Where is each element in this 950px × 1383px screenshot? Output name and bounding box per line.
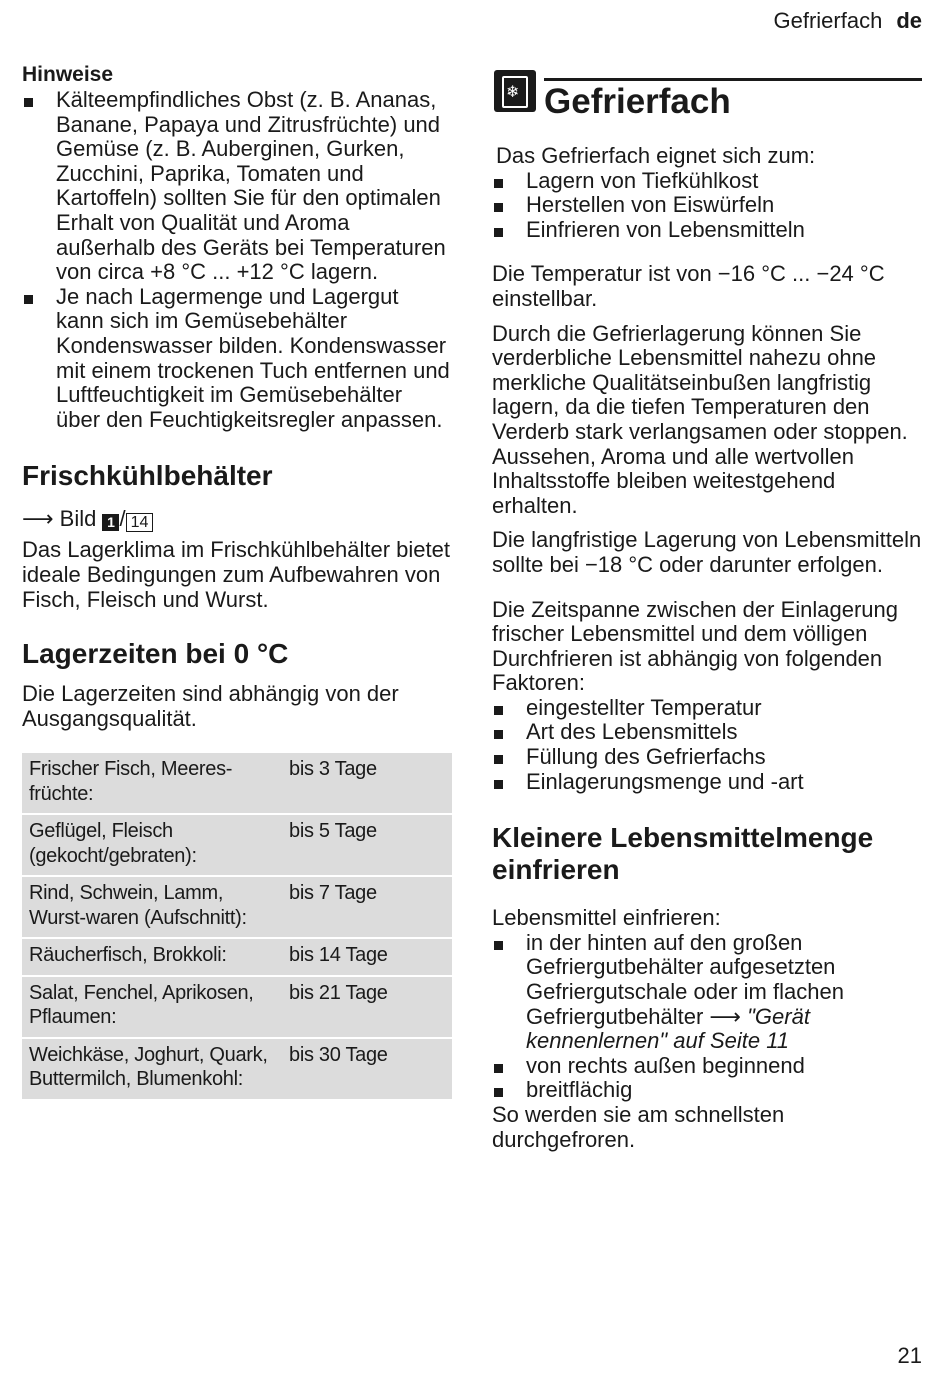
longterm-text: Die langfristige Lagerung von Lebensmitteln sollte bei −18 °C oder darunter erfolgen. xyxy=(492,527,922,577)
list-item: von rechts außen beginnend xyxy=(492,1054,922,1079)
right-column xyxy=(492,60,922,1152)
table-row xyxy=(22,1038,452,1100)
table-row xyxy=(22,976,452,1038)
title-rule xyxy=(544,78,922,81)
figure-separator: / xyxy=(119,506,126,532)
table-row xyxy=(22,876,452,938)
cross-reference-link[interactable]: "Gerät kennenlernen" auf Seite 11 xyxy=(526,1003,810,1054)
temperature-text: Die Temperatur ist von −16 °C ... −24 °C einstellbar. xyxy=(492,261,885,311)
frischkuehl-text: Das Lagerklima im Frischkühlbehälter bietet ideale Bedingungen zum Aufbewahren von Fisch, Fleisch und Wurst. xyxy=(22,537,450,612)
list-item: Einlagerungsmenge und -art xyxy=(492,770,922,795)
list-item: Herstellen von Eiswürfeln xyxy=(492,193,922,218)
factors-list xyxy=(492,696,922,794)
page-number: 21 xyxy=(897,1343,922,1368)
freezer-snowflake-icon: ❄ xyxy=(494,70,536,112)
lagerzeiten-text: Die Lagerzeiten sind abhängig von der Ausgangsqualität. xyxy=(22,681,399,731)
list-item: Je nach Lagermenge und Lagergut kann sich im Gemüsebehälter Kondenswasser bilden. Kondenswasser mit einem trockenen Tuch entfernen und Luftfeuchtigkeit im Gemüsebehälter über den Feuchtigkeitsregler anpassen. xyxy=(22,285,452,433)
table-cell-item: Weichkäse, Joghurt, Quark, Buttermilch, Blumenkohl: xyxy=(22,1038,282,1100)
hinweise-list xyxy=(22,88,452,432)
small-quantity-heading: Kleinere Lebensmittelmenge einfrieren xyxy=(492,822,874,886)
table-row xyxy=(22,938,452,976)
small-quantity-intro: Lebensmittel einfrieren: xyxy=(492,905,721,931)
header-language: de xyxy=(896,8,922,33)
table-cell-item: Frischer Fisch, Meeres-früchte: xyxy=(22,753,282,814)
page-title: Gefrierfach xyxy=(544,82,731,121)
list-item: Lagern von Tiefkühlkost xyxy=(492,169,922,194)
left-column xyxy=(22,60,452,1101)
section-title xyxy=(492,68,922,121)
figure-reference xyxy=(22,506,452,532)
table-cell-item: Räucherfisch, Brokkoli: xyxy=(22,938,282,976)
table-cell-item: Rind, Schwein, Lamm, Wurst-waren (Aufschnitt): xyxy=(22,876,282,938)
table-cell-item: Salat, Fenchel, Aprikosen, Pflaumen: xyxy=(22,976,282,1038)
small-quantity-list xyxy=(492,931,922,1103)
figure-ref-box: 14 xyxy=(126,513,154,532)
page-header xyxy=(773,8,922,34)
table-cell-time: bis 5 Tage xyxy=(282,814,452,876)
header-section: Gefrierfach xyxy=(773,8,883,33)
figure-reference-prefix: ⟶ Bild xyxy=(22,506,97,532)
table-cell-time: bis 21 Tage xyxy=(282,976,452,1038)
table-row xyxy=(22,753,452,814)
table-cell-time: bis 7 Tage xyxy=(282,876,452,938)
list-item: breitflächig xyxy=(492,1078,922,1103)
freezer-uses-list xyxy=(492,169,922,243)
list-item xyxy=(492,931,922,1054)
small-quantity-outro: So werden sie am schnellsten durchgefroren. xyxy=(492,1102,785,1152)
list-item: eingestellter Temperatur xyxy=(492,696,922,721)
table-cell-time: bis 3 Tage xyxy=(282,753,452,814)
freezer-storage-text: Durch die Gefrierlagerung können Sie verderbliche Lebensmittel nahezu ohne merkliche Qualitätseinbußen langfristig lagern, da die tiefen Temperaturen den Verderb stark verlangsamen oder stoppen. Aussehen, Aroma und alle wertvollen Inhaltsstoffe bleiben weitestgehend erhalten. xyxy=(492,320,908,518)
table-cell-time: bis 14 Tage xyxy=(282,938,452,976)
list-item-text: in der hinten auf den großen Gefriergutbehälter aufgesetzten Gefriergutschale oder im flachen Gefriergutbehälter ⟶ xyxy=(526,929,844,1029)
table-cell-time: bis 30 Tage xyxy=(282,1038,452,1100)
freezer-intro: Das Gefrierfach eignet sich zum: xyxy=(496,143,816,168)
list-item: Füllung des Gefrierfachs xyxy=(492,745,922,770)
figure-number-box: 1 xyxy=(102,514,119,531)
timespan-text: Die Zeitspanne zwischen der Einlagerung frischer Lebensmittel und dem völligen Durchfrieren ist abhängig von folgenden Faktoren: xyxy=(492,596,899,696)
table-row xyxy=(22,814,452,876)
list-item: Art des Lebensmittels xyxy=(492,720,922,745)
list-item: Kälteempfindliches Obst (z. B. Ananas, Banane, Papaya und Zitrusfrüchte) und Gemüse (z. B. Auberginen, Gurken, Zucchini, Paprika, Tomaten und Kartoffeln) sollten Sie für den optimalen Erhalt von Qualität und Aroma außerhalb des Geräts bei Temperaturen von circa +8 °C ... +12 °C lagern. xyxy=(22,88,452,285)
frischkuehl-heading: Frischkühlbehälter xyxy=(22,460,273,492)
hinweise-title: Hinweise xyxy=(22,63,114,86)
storage-times-table xyxy=(22,753,452,1101)
table-cell-item: Geflügel, Fleisch (gekocht/gebraten): xyxy=(22,814,282,876)
list-item: Einfrieren von Lebensmitteln xyxy=(492,218,922,243)
lagerzeiten-heading: Lagerzeiten bei 0 °C xyxy=(22,638,289,670)
